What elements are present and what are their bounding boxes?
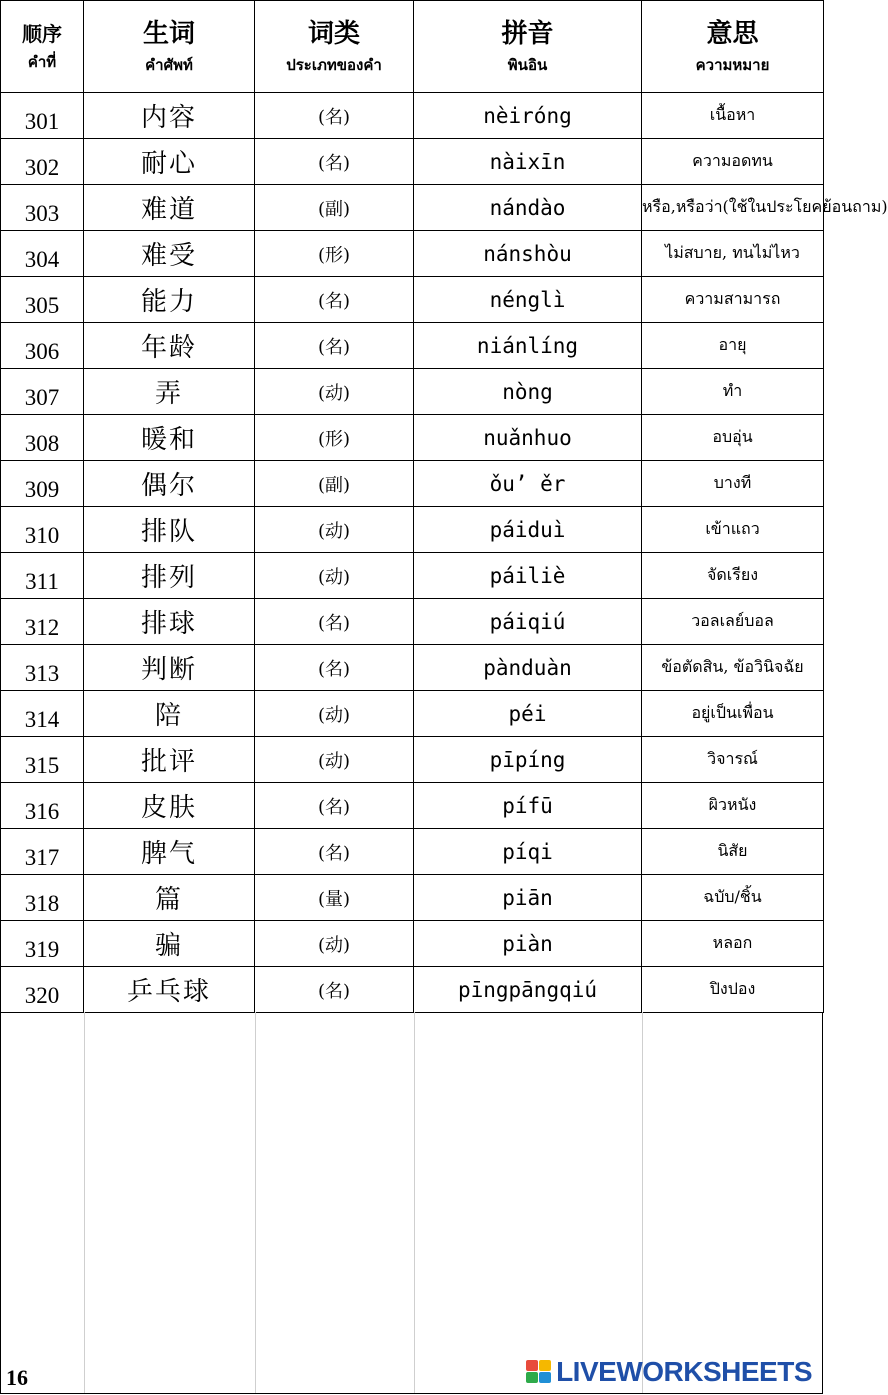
pinyin: nénglì <box>414 277 642 323</box>
row-number: 309 <box>1 461 84 507</box>
row-number: 306 <box>1 323 84 369</box>
row-number: 312 <box>1 599 84 645</box>
header-pos-th: ประเภทของคำ <box>286 55 382 74</box>
header-number-th: คำที่ <box>27 52 57 71</box>
thai-meaning: บางที <box>642 461 824 507</box>
header-number-zh: 顺序 <box>22 21 62 46</box>
part-of-speech: (名) <box>255 323 414 369</box>
header-pinyin-th: พินอิน <box>507 55 548 74</box>
row-number: 313 <box>1 645 84 691</box>
column-divider <box>642 1012 643 1393</box>
table-row <box>1 369 824 415</box>
vocab-word: 乒乓球 <box>84 967 255 1013</box>
vocab-word: 难受 <box>84 231 255 277</box>
header-word <box>84 1 255 93</box>
row-number: 308 <box>1 415 84 461</box>
column-divider <box>414 1012 415 1393</box>
thai-meaning: ไม่สบาย, ทนไม่ไหว <box>642 231 824 277</box>
vocab-word: 弄 <box>84 369 255 415</box>
vocab-word: 年龄 <box>84 323 255 369</box>
part-of-speech: (副) <box>255 461 414 507</box>
header-meaning-zh: 意思 <box>706 18 759 49</box>
header-number <box>1 1 84 93</box>
vocab-word: 耐心 <box>84 139 255 185</box>
thai-meaning: เนื้อหา <box>642 93 824 139</box>
pinyin: pīpíng <box>414 737 642 783</box>
row-number: 305 <box>1 277 84 323</box>
part-of-speech: (名) <box>255 599 414 645</box>
vocab-word: 排球 <box>84 599 255 645</box>
pinyin: píqi <box>414 829 642 875</box>
pinyin: nuǎnhuo <box>414 415 642 461</box>
header-pinyin <box>414 1 642 93</box>
row-number: 318 <box>1 875 84 921</box>
thai-meaning: หรือ,หรือว่า(ใช้ในประโยคย้อนถาม) <box>642 185 824 231</box>
table-row <box>1 461 824 507</box>
column-divider <box>84 1012 85 1393</box>
table-row <box>1 185 824 231</box>
thai-meaning: ปิงปอง <box>642 967 824 1013</box>
page-number: 16 <box>6 1365 28 1390</box>
thai-meaning: ความสามารถ <box>642 277 824 323</box>
pinyin: páiliè <box>414 553 642 599</box>
thai-meaning: อยู่เป็นเพื่อน <box>642 691 824 737</box>
table-row <box>1 921 824 967</box>
pinyin: pīngpāngqiú <box>414 967 642 1013</box>
row-number: 302 <box>1 139 84 185</box>
thai-meaning: อายุ <box>642 323 824 369</box>
part-of-speech: (名) <box>255 139 414 185</box>
header-pinyin-zh: 拼音 <box>501 18 554 49</box>
part-of-speech: (名) <box>255 829 414 875</box>
pinyin: ǒu’ ěr <box>414 461 642 507</box>
vocab-word: 陪 <box>84 691 255 737</box>
table-row <box>1 231 824 277</box>
table-row <box>1 599 824 645</box>
liveworksheets-logo <box>526 1356 812 1388</box>
table-row <box>1 783 824 829</box>
header-word-th: คำศัพท์ <box>145 55 193 74</box>
pinyin: nándào <box>414 185 642 231</box>
thai-meaning: ทำ <box>642 369 824 415</box>
vocab-word: 难道 <box>84 185 255 231</box>
table-row <box>1 553 824 599</box>
row-number: 304 <box>1 231 84 277</box>
row-number: 314 <box>1 691 84 737</box>
vocab-word: 骗 <box>84 921 255 967</box>
header-pos-zh: 词类 <box>307 18 360 49</box>
pinyin: páiqiú <box>414 599 642 645</box>
part-of-speech: (动) <box>255 737 414 783</box>
table-row <box>1 323 824 369</box>
vocab-word: 批评 <box>84 737 255 783</box>
pinyin: pífū <box>414 783 642 829</box>
pinyin: piàn <box>414 921 642 967</box>
part-of-speech: (动) <box>255 691 414 737</box>
logo-text: LIVEWORKSHEETS <box>556 1356 812 1387</box>
vocab-word: 篇 <box>84 875 255 921</box>
part-of-speech: (动) <box>255 553 414 599</box>
thai-meaning: วิจารณ์ <box>642 737 824 783</box>
part-of-speech: (名) <box>255 783 414 829</box>
column-divider <box>255 1012 256 1393</box>
table-row <box>1 645 824 691</box>
vocab-word: 排队 <box>84 507 255 553</box>
row-number: 301 <box>1 93 84 139</box>
part-of-speech: (副) <box>255 185 414 231</box>
header-part-of-speech <box>255 1 414 93</box>
table-row <box>1 415 824 461</box>
liveworksheets-logo-icon <box>526 1360 552 1384</box>
part-of-speech: (动) <box>255 369 414 415</box>
vocab-word: 判断 <box>84 645 255 691</box>
thai-meaning: ข้อตัดสิน, ข้อวินิจฉัย <box>642 645 824 691</box>
part-of-speech: (名) <box>255 967 414 1013</box>
pinyin: nòng <box>414 369 642 415</box>
vocab-word: 排列 <box>84 553 255 599</box>
pinyin: nánshòu <box>414 231 642 277</box>
pinyin: nàixīn <box>414 139 642 185</box>
part-of-speech: (动) <box>255 921 414 967</box>
thai-meaning: วอลเลย์บอล <box>642 599 824 645</box>
part-of-speech: (形) <box>255 231 414 277</box>
table-header-row <box>1 1 824 93</box>
table-row <box>1 829 824 875</box>
part-of-speech: (动) <box>255 507 414 553</box>
vocab-word: 内容 <box>84 93 255 139</box>
header-meaning-th: ความหมาย <box>695 55 770 74</box>
vocab-word: 脾气 <box>84 829 255 875</box>
thai-meaning: ความอดทน <box>642 139 824 185</box>
table-row <box>1 139 824 185</box>
vocab-word: 能力 <box>84 277 255 323</box>
table-row <box>1 967 824 1013</box>
pinyin: piān <box>414 875 642 921</box>
thai-meaning: จัดเรียง <box>642 553 824 599</box>
thai-meaning: หลอก <box>642 921 824 967</box>
table-row <box>1 875 824 921</box>
row-number: 311 <box>1 553 84 599</box>
table-row <box>1 277 824 323</box>
part-of-speech: (名) <box>255 645 414 691</box>
thai-meaning: ฉบับ/ชิ้น <box>642 875 824 921</box>
table-row <box>1 93 824 139</box>
pinyin: páiduì <box>414 507 642 553</box>
blank-table-area <box>0 1012 823 1394</box>
thai-meaning: เข้าแถว <box>642 507 824 553</box>
row-number: 316 <box>1 783 84 829</box>
vocab-word: 皮肤 <box>84 783 255 829</box>
thai-meaning: ผิวหนัง <box>642 783 824 829</box>
thai-meaning: นิสัย <box>642 829 824 875</box>
table-row <box>1 737 824 783</box>
pinyin: niánlíng <box>414 323 642 369</box>
vocab-word: 暖和 <box>84 415 255 461</box>
part-of-speech: (名) <box>255 277 414 323</box>
row-number: 315 <box>1 737 84 783</box>
table-row <box>1 691 824 737</box>
header-word-zh: 生词 <box>142 18 195 49</box>
vocab-word: 偶尔 <box>84 461 255 507</box>
row-number: 319 <box>1 921 84 967</box>
pinyin: nèiróng <box>414 93 642 139</box>
row-number: 307 <box>1 369 84 415</box>
part-of-speech: (形) <box>255 415 414 461</box>
pinyin: pànduàn <box>414 645 642 691</box>
thai-meaning: อบอุ่น <box>642 415 824 461</box>
row-number: 317 <box>1 829 84 875</box>
row-number: 310 <box>1 507 84 553</box>
part-of-speech: (名) <box>255 93 414 139</box>
table-row <box>1 507 824 553</box>
row-number: 303 <box>1 185 84 231</box>
row-number: 320 <box>1 967 84 1013</box>
part-of-speech: (量) <box>255 875 414 921</box>
header-meaning <box>642 1 824 93</box>
pinyin: péi <box>414 691 642 737</box>
